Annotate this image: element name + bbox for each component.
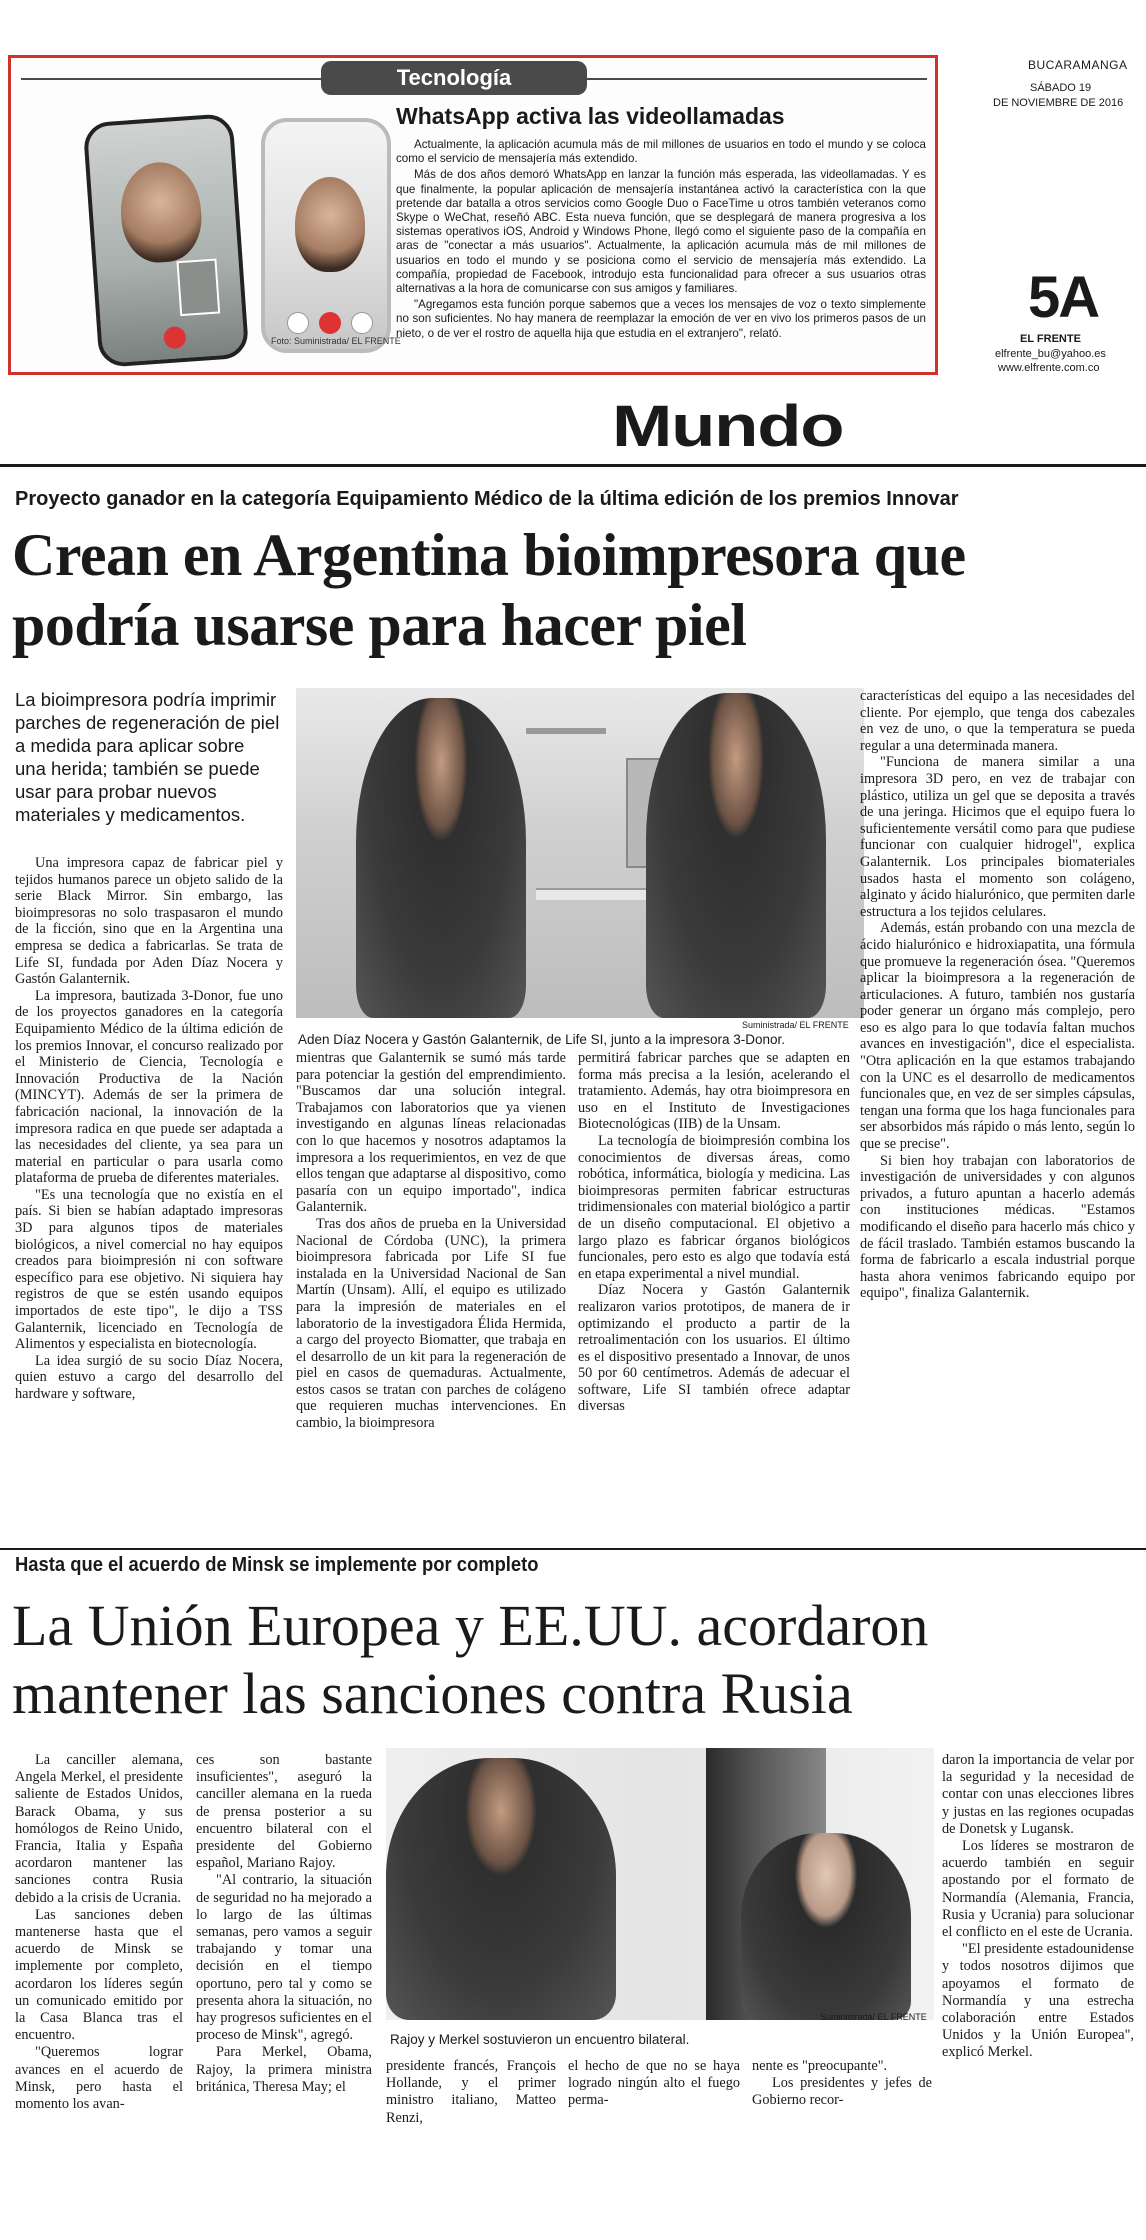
paragraph: mientras que Galanternik se sumó más tarde para potenciar la gestión del emprendimiento. "Buscamos dar una solución integral. Trabajamos con laboratorios que ya vienen investigando en algunas líneas relacionadas con lo que hacemos y nosotros adaptamos la impresora a los requerimientos, en vez de que ellos tengan que adaptarse al dispositivo, como pasaría con un equipo importado", indica Galanternik. bbox=[296, 1050, 566, 1216]
paragraph: Una impresora capaz de fabricar piel y tejidos humanos parece un objeto salido de la serie Black Mirror. Sin embargo, las bioimpresoras no solo traspasaron el mundo de la ficción, sino que en la Argentina una empresa se dedica a fabricarlas. Se trata de Life SI, fundada por Aden Díaz Nocera y Gastón Galanternik. bbox=[15, 855, 283, 988]
article-column bbox=[752, 2058, 932, 2110]
section-divider bbox=[0, 464, 1146, 467]
article-column bbox=[860, 688, 1135, 1302]
section-title: Mundo bbox=[612, 394, 844, 459]
woman-face-image bbox=[295, 177, 365, 272]
article-divider bbox=[0, 1548, 1146, 1550]
shelf bbox=[526, 728, 606, 734]
camera-switch-icon bbox=[287, 312, 309, 334]
tab-rule-right bbox=[587, 78, 927, 80]
date-line: SÁBADO 19 bbox=[1030, 82, 1092, 94]
page-number: 5A bbox=[1028, 265, 1099, 330]
paragraph: "Agregamos esta función porque sabemos que a veces los mensajes de voz o texto simplemente no son suficientes. No hay manera de reemplazar la emoción de ver en vivo los primeros pasos de un nieto, o de ver el rostro de aquella hija que estudia en el extranjero", relató. bbox=[396, 298, 926, 340]
tech-article-title: WhatsApp activa las videollamadas bbox=[396, 103, 785, 129]
paragraph: "Queremos lograr avances en el acuerdo de Minsk, pero hasta el momento los avan- bbox=[15, 2044, 183, 2113]
article-column bbox=[568, 2058, 740, 2110]
photo-credit: Suministrada/ EL FRENTE bbox=[820, 2012, 927, 2022]
article-headline: Crean en Argentina bioimpresora que podría usarse para hacer piel bbox=[12, 522, 966, 658]
end-call-icon bbox=[163, 326, 186, 349]
paragraph: "El presidente estadounidense y todos nosotros dijimos que apoyamos el formato de Normandía y una estrecha colaboración entre Estados Unidos y la Unión Europea", explicó Merkel. bbox=[942, 1941, 1134, 2061]
date-line: DE NOVIEMBRE DE 2016 bbox=[993, 97, 1124, 109]
paragraph: nente es "preocupante". bbox=[752, 2058, 888, 2074]
article-kicker: Proyecto ganador en la categoría Equipamiento Médico de la última edición de los premios Innovar bbox=[15, 488, 959, 510]
tech-article-body bbox=[396, 138, 926, 343]
mute-icon bbox=[351, 312, 373, 334]
article-headline: La Unión Europea y EE.UU. acordaron mantener las sanciones contra Rusia bbox=[12, 1593, 929, 1726]
photo-credit: Suministrada/ EL FRENTE bbox=[742, 1020, 849, 1030]
city-label: BUCARAMANGA bbox=[1028, 58, 1128, 72]
paragraph: "Funciona de manera similar a una impresora 3D pero, en vez de trabajar con plástico, utiliza un gel que se deposita a través de una jeringa. Hicimos que el equipo fuera lo suficientemente versátil como para que pudiese funcionar con cualquier hidrogel", explica Galanternik. Los principales biomateriales usados hasta el momento son colágeno, alginato y ácido hialurónico, que permiten darle estructura a los tejidos celulares. bbox=[860, 754, 1135, 920]
photo-credit: Foto: Suministrada/ EL FRENTE bbox=[271, 336, 401, 346]
article-kicker: Hasta que el acuerdo de Minsk se implemente por completo bbox=[15, 1554, 539, 1576]
paragraph: Los presidentes y jefes de Gobierno recor- bbox=[752, 2075, 932, 2109]
merkel-image bbox=[741, 1833, 911, 2020]
leaders-photo bbox=[386, 1748, 934, 2020]
article-column bbox=[15, 855, 283, 1403]
paragraph: Las sanciones deben mantenerse hasta que el acuerdo de Minsk se implemente por completo, acordaron los líderes según un comunicado emitido por la Casa Blanca tras el encuentro. bbox=[15, 1906, 183, 2044]
rajoy-image bbox=[386, 1758, 616, 2020]
paragraph: daron la importancia de velar por la seguridad y la necesidad de contar con unas elecciones libres y justas en las regiones ocupadas de Donetsk y Lugansk. bbox=[942, 1752, 1134, 1837]
paragraph: Actualmente, la aplicación acumula más de mil millones de usuarios en todo el mundo y se coloca como el servicio de mensajería más extendido. bbox=[396, 138, 926, 166]
paragraph: Además, están probando con una mezcla de ácido hialurónico e hidroxiapatita, una fórmula que promueve la regeneración ósea. "Queremos aplicar la bioimpresora a la regeneración de articulaciones. A futuro, también nos gustaría poder generar un órgano más complejo, pero eso es algo para lo que todavía faltan muchos avances en investigación", dice el especialista. "Otra aplicación en la que estamos trabajando con la UNC es el desarrollo de medicamentos funcionales que, en vez de ser simples cápsulas, tengan una forma que los haga funcionales para ser absorbidos más rápido o más lento, según lo que se precise". bbox=[860, 920, 1135, 1153]
paragraph: Los líderes se mostraron de acuerdo también en seguir apostando por el formato de Normandía (Alemania, Francia, Rusia y Ucrania) para solucionar el conflicto en el este de Ucrania. bbox=[942, 1838, 1134, 1941]
tab-rule-left bbox=[21, 78, 321, 80]
paragraph: Díaz Nocera y Gastón Galanternik realizaron varios prototipos, de manera de ir optimizando el producto a partir de la retroalimentación con los usuarios. El último es el dispositivo presentado a Innovar, de unos 50 por 60 centímetros. Además de adecuar el software, Life SI también ofrece adaptar diversas bbox=[578, 1282, 850, 1415]
paragraph: ces son bastante insuficientes", aseguró la canciller alemana en la rueda de prensa posterior a su encuentro bilateral con el presidente del Gobierno español, Mariano Rajoy. bbox=[196, 1752, 372, 1872]
paragraph: características del equipo a las necesidades del cliente. Por ejemplo, que tenga dos cabezales en vez de uno, o que la temperatura se pueda regular a una determinada manera. bbox=[860, 688, 1135, 754]
tecnologia-box bbox=[8, 55, 938, 375]
article-column bbox=[196, 1752, 372, 2096]
paragraph: La idea surgió de su socio Díaz Nocera, quien estuvo a cargo del desarrollo del hardware y software, bbox=[15, 1352, 283, 1402]
article-column bbox=[386, 2058, 556, 2127]
article-column bbox=[15, 1752, 183, 2113]
lab-photo bbox=[296, 688, 864, 1018]
paragraph: Más de dos años demoró WhatsApp en lanzar la función más esperada, las videollamadas. Y es que finalmente, la popular aplicación de mensajería instantánea activó la característica con la que pretende dar batalla a otros servicios como Google Duo o FaceTime u otros también veteranos como Skype o WeChat, reseñó ABC. Esta nueva función, que se desplegará de manera progresiva a los sistemas operativos iOS, Android y Windows Phone, llegó como el siguiente paso de la compañía en aras de "conectar a más usuarios". Actualmente, la aplicación acumula más de mil millones de usuarios en todo el mundo y se posiciona como el servicio de mensajería más extendido. La compañía, propiedad de Facebook, introdujo esta funcionalidad para ofrecer a sus usuarios otras alternativas a la hora de comunicarse con sus amigos y familiares. bbox=[396, 168, 926, 296]
picture-in-picture-image bbox=[176, 259, 220, 317]
paragraph: permitirá fabricar parches que se adapten en forma más precisa a la lesión, acelerando el tratamiento. Además, hay otra bioimpresora en uso en el Instituto de Investigaciones Biotecnológicas (IIB) de la Unsam. bbox=[578, 1050, 850, 1133]
end-call-icon bbox=[319, 312, 341, 334]
paragraph: Tras dos años de prueba en la Universidad Nacional de Córdoba (UNC), la primera bioimpresora fabricada por Life SI fue instalada en la Universidad Nacional de San Martín (Unsam). Allí, el equipo es utilizado para la impresión de materiales en el laboratorio de la investigadora Élida Hermida, a cargo del proyecto Biomatter, que trabaja en el desarrollo de un kit para la regeneración de piel en casos de quemaduras. Actualmente, estos casos se tratan con parches de colágeno que requieren muchas intervenciones. En cambio, la bioimpresora bbox=[296, 1215, 566, 1432]
article-column bbox=[296, 1050, 566, 1432]
paragraph: "Es una tecnología que no existía en el país. Si bien se habían adaptado impresoras 3D para algunos tipos de materiales biológicos, a nivel comercial no hay equipos creados para bioimpresión ni con software específico para ese objetivo. Ni siquiera hay registros de que se estén usando equipos importados de este tipo", le dijo a TSS Galanternik, licenciado en Tecnología de Alimentos y especialista en biotecnología. bbox=[15, 1186, 283, 1353]
person-right-image bbox=[646, 693, 826, 1018]
article-column bbox=[578, 1050, 850, 1415]
person-left-image bbox=[356, 698, 526, 1018]
newspaper-name: EL FRENTE bbox=[1020, 333, 1081, 345]
website: www.elfrente.com.co bbox=[998, 362, 1100, 374]
article-column bbox=[942, 1752, 1134, 2062]
paragraph: La tecnología de bioimpresión combina los conocimientos de diversas áreas, como robótica, informática, biología y medicina. Las bioimpresoras permiten fabricar estructuras tridimensionales con material biológico a partir de un diseño computacional. El objetivo a largo plazo es fabricar órganos biológicos funcionales, pero esto es algo que todavía está en etapa experimental a nivel mundial. bbox=[578, 1132, 850, 1282]
smartphone-video-call-image bbox=[83, 113, 250, 368]
article-summary: La bioimpresora podría imprimir parches de regeneración de piel a medida para aplicar sobre una herida; también se puede usar para probar nuevos materiales y medicamentos. bbox=[15, 689, 280, 825]
woman-face-image bbox=[118, 160, 205, 265]
contact-email: elfrente_bu@yahoo.es bbox=[995, 348, 1106, 360]
photo-caption: Rajoy y Merkel sostuvieron un encuentro bilateral. bbox=[390, 2032, 690, 2047]
paragraph: La impresora, bautizada 3-Donor, fue uno de los proyectos ganadores en la categoría Equipamiento Médico de la última edición de los premios Innovar, el concurso realizado por el Ministerio de Ciencia, Tecnología e Innovación Productiva de la Nación (MINCYT). Además de ser la primera de fabricación nacional, la innovación de la impresora radica en que puede ser adaptada a las necesidades del cliente, ya sea para un material en particular o para usarla como plataforma de prueba de diferentes materiales. bbox=[15, 987, 283, 1187]
tecnologia-tab: Tecnología bbox=[321, 61, 587, 95]
paragraph: La canciller alemana, Angela Merkel, el presidente saliente de Estados Unidos, Barack Obama, y sus homólogos de Reino Unido, Francia, Italia y España acordaron mantener las sanciones contra Rusia debido a la crisis de Ucrania. bbox=[15, 1752, 183, 1906]
smartphone-selfie-image bbox=[261, 118, 391, 353]
photo-caption: Aden Díaz Nocera y Gastón Galanternik, de Life SI, junto a la impresora 3-Donor. bbox=[298, 1032, 786, 1047]
paragraph: presidente francés, François Hollande, y el primer ministro italiano, Matteo Renzi, bbox=[386, 2058, 556, 2126]
paragraph: Para Merkel, Obama, Rajoy, la primera ministra británica, Theresa May; el bbox=[196, 2044, 372, 2095]
paragraph: el hecho de que no se haya logrado ningún alto el fuego perma- bbox=[568, 2058, 740, 2109]
paragraph: Si bien hoy trabajan con laboratorios de investigación de universidades y con algunos privados, a futuro apuntan a hacerlo además con instituciones médicas. "Estamos modificando el diseño para hacerlo más chico y de fácil traslado. También estamos buscando la forma de fabricarlo a escala industrial porque hasta ahora venimos fabricando equipo por equipo", finaliza Galanternik. bbox=[860, 1152, 1135, 1302]
paragraph: "Al contrario, la situación de seguridad no ha mejorado a lo largo de las últimas semanas, pero vamos a seguir trabajando y tomar una decisión en el tiempo oportuno, pero tal y como se presenta ahora la situación, no hay progresos suficientes en el proceso de Minsk", agregó. bbox=[196, 1872, 372, 2044]
